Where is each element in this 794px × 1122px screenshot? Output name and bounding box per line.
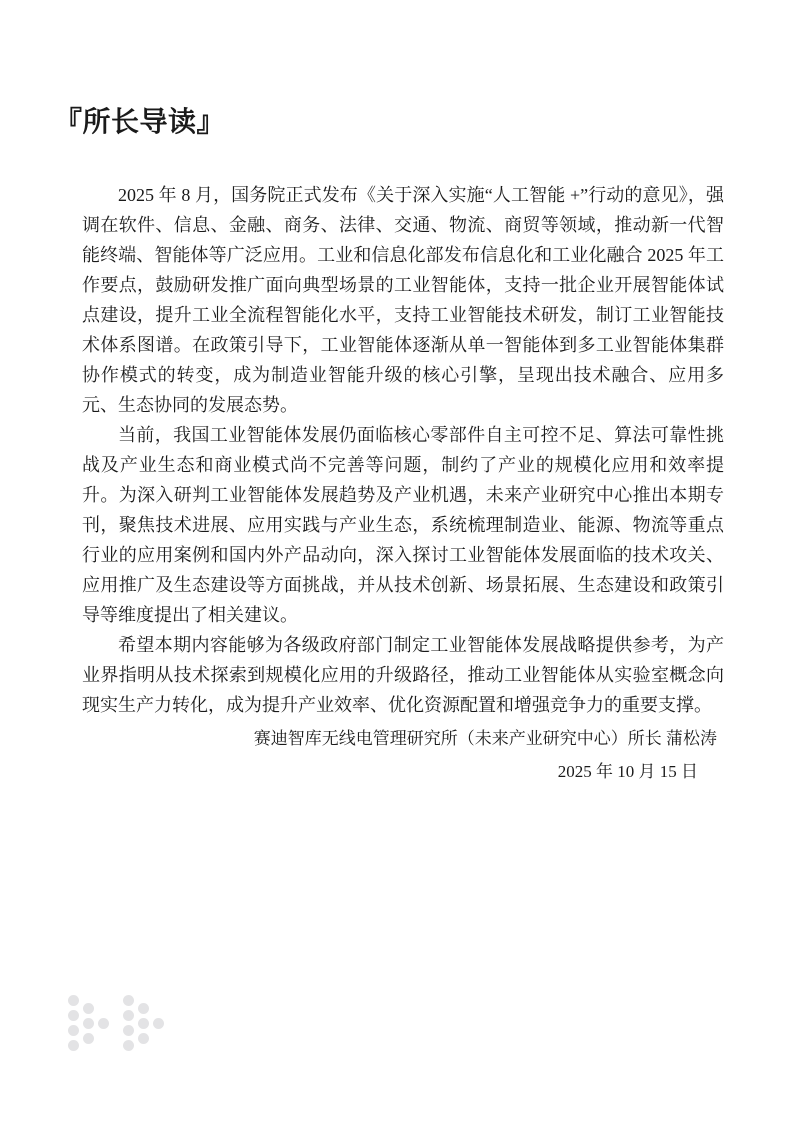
- decoration-dot: [83, 1033, 94, 1044]
- decoration-dot: [153, 1018, 164, 1029]
- decoration-dot: [68, 1040, 79, 1051]
- decoration-dot: [138, 1018, 149, 1029]
- signature-line: 赛迪智库无线电管理研究所（未来产业研究中心）所长 蒲松涛: [253, 729, 717, 748]
- decoration-dot: [138, 1003, 149, 1014]
- decoration-dot: [98, 1018, 109, 1029]
- decoration-dot: [123, 995, 134, 1006]
- decoration-dot: [83, 1018, 94, 1029]
- decoration-dot: [123, 1040, 134, 1051]
- body-paragraph: 希望本期内容能够为各级政府部门制定工业智能体发展战略提供参考，为产业界指明从技术探索到规模化应用的升级路径，推动工业智能体从实验室概念向现实生产力转化，成为提升产业效率、优化资源配置和增强竞争力的重要支撑。: [82, 635, 724, 715]
- signature-date: 2025 年 10 月 15 日: [557, 762, 698, 781]
- decoration-dot: [68, 1010, 79, 1021]
- decoration-dot: [138, 1033, 149, 1044]
- page-title: 『所长导读』: [54, 107, 226, 138]
- body-paragraph: 2025 年 8 月，国务院正式发布《关于深入实施“人工智能 +”行动的意见》，强调在软件、信息、金融、商务、法律、交通、物流、商贸等领域，推动新一代智能终端、智能体等广泛应用。工业和信息化部发布信息化和工业化融合 2025 年工作要点，鼓励研发推广面向典型场景的工业智能体，支持一批企业开展智能体试点建设，提升工业全流程智能化水平，支持工业智能技术研发，制订工业智能技术体系图谱。在政策引导下，工业智能体逐渐从单一智能体到多工业智能体集群协作模式的转变，成为制造业智能升级的核心引擎，呈现出技术融合、应用多元、生态协同的发展态势。: [82, 185, 724, 415]
- body-paragraph: 当前，我国工业智能体发展仍面临核心零部件自主可控不足、算法可靠性挑战及产业生态和商业模式尚不完善等问题，制约了产业的规模化应用和效率提升。为深入研判工业智能体发展趋势及产业机遇，未来产业研究中心推出本期专刊，聚焦技术进展、应用实践与产业生态，系统梳理制造业、能源、物流等重点行业的应用案例和国内外产品动向，深入探讨工业智能体发展面临的技术攻关、应用推广及生态建设等方面挑战，并从技术创新、场景拓展、生态建设和政策引导等维度提出了相关建议。: [82, 425, 724, 625]
- decoration-dot: [83, 1003, 94, 1014]
- decoration-dot: [123, 1010, 134, 1021]
- decoration-dot: [68, 1025, 79, 1036]
- decoration-dot: [123, 1025, 134, 1036]
- signature-block: [254, 722, 717, 788]
- document-body: [82, 180, 724, 720]
- decoration-dot: [68, 995, 79, 1006]
